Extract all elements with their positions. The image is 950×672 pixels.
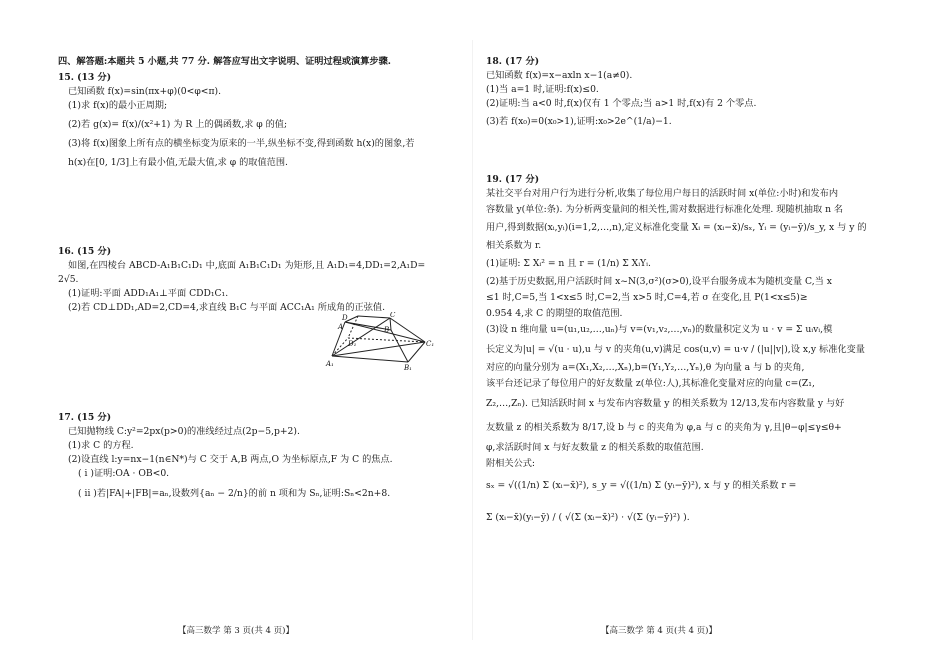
q17-heading: 17. (15 分): [58, 412, 112, 423]
q17-part2-ii: ( ii )若|FA|+|FB|=aₙ,设数列{aₙ − 2/n}的前 n 项和为 Sₙ,证明:Sₙ<2n+8.: [78, 488, 391, 499]
frustum-figure: [318, 312, 438, 374]
q19-part3-cont2: 对应的向量分别为 a=(X₁,X₂,…,Xₙ),b=(Y₁,Y₂,…,Yₙ),θ 为向量 a 与 b 的夹角,: [486, 362, 805, 373]
q18-stem: 已知函数 f(x)=x−axln x−1(a≠0).: [486, 70, 633, 81]
q16-stem-cont: 2√5.: [58, 274, 79, 285]
q15-part1: (1)求 f(x)的最小正周期;: [68, 100, 168, 111]
q19-part3-cont6: φ,求活跃时间 x 与好友数量 z 的相关系数的取值范围.: [486, 442, 704, 453]
q18-part3: (3)若 f(x₀)=0(x₀>1),证明:x₀>2e^(1/a)−1.: [486, 116, 672, 127]
q19-line3: 用户,得到数据(xᵢ,yᵢ)(i=1,2,…,n),定义标准化变量 Xᵢ = (xᵢ−x̄)/sₓ, Yᵢ = (yᵢ−ȳ)/s_y, x 与 y 的: [486, 222, 867, 233]
fig-label-a1: A₁: [326, 360, 334, 368]
q17-stem: 已知抛物线 C:y²=2px(p>0)的准线经过点(2p−5,p+2).: [68, 426, 300, 437]
q17-part2-i: ( i )证明:OA · OB<0.: [78, 468, 170, 479]
q17-part2: (2)设直线 l:y=nx−1(n∈N*)与 C 交于 A,B 两点,O 为坐标原点,F 为 C 的焦点.: [68, 454, 393, 465]
q19-part2-cont1: ≤1 时,C=5,当 1<x≤5 时,C=2,当 x>5 时,C=4,若 σ 在变化,且 P(1<x≤5)≥: [486, 292, 808, 303]
q16-part2: (2)若 CD⊥DD₁,AD=2,CD=4,求直线 B₁C 与平面 ACC₁A₁ 所成角的正弦值.: [68, 302, 386, 313]
q19-part3-cont1: 长定义为|u| = √(u · u),u 与 v 的夹角(u,v)满足 cos(u,v) = u·v / (|u||v|),设 x,y 标准化变量: [486, 344, 865, 355]
fig-label-c1: C₁: [426, 340, 435, 348]
q15-heading: 15. (13 分): [58, 72, 112, 83]
fig-label-b1: B₁: [404, 364, 412, 372]
q16-part1: (1)证明:平面 ADD₁A₁⊥平面 CDD₁C₁.: [68, 288, 229, 299]
fig-label-a: A: [338, 323, 344, 331]
q19-line4: 相关系数为 r.: [486, 240, 542, 251]
q19-line2: 容数量 y(单位:条). 为分析两变量间的相关性,需对数据进行标准化处理. 现随机抽取 n 名: [486, 204, 844, 215]
q15-part2: (2)若 g(x)= f(x)/(x²+1) 为 R 上的偶函数,求 φ 的值;: [68, 119, 288, 130]
q15-stem: 已知函数 f(x)=sin(πx+φ)(0<φ<π).: [68, 86, 222, 97]
q19-formula-s: sₓ = √((1/n) Σ (xᵢ−x̄)²), s_y = √((1/n) Σ (yᵢ−ȳ)²), x 与 y 的相关系数 r =: [486, 480, 797, 491]
q18-part1: (1)当 a=1 时,证明:f(x)≤0.: [486, 84, 599, 95]
q18-heading: 18. (17 分): [486, 56, 540, 67]
q19-part2-cont2: 0.954 4,求 C 的期望的取值范围.: [486, 308, 623, 319]
page-4: [475, 0, 950, 672]
page-footer-left: 【高三数学 第 3 页(共 4 页)】: [178, 626, 294, 636]
q18-part2: (2)证明:当 a<0 时,f(x)仅有 1 个零点;当 a>1 时,f(x)有 2 个零点.: [486, 98, 757, 109]
q19-part3-cont4: Z₂,…,Zₙ). 已知活跃时间 x 与发布内容数量 y 的相关系数为 12/13,发布内容数量 y 与好: [486, 398, 845, 409]
q19-part3-cont5: 友数量 z 的相关系数为 8/17,设 b 与 c 的夹角为 φ,a 与 c 的夹角为 γ,且|θ−φ|≤γ≤θ+: [486, 422, 842, 433]
q17-part1: (1)求 C 的方程.: [68, 440, 134, 451]
section-heading: 四、解答题:本题共 5 小题,共 77 分. 解答应写出文字说明、证明过程或演算步骤.: [58, 56, 391, 67]
q19-heading: 19. (17 分): [486, 174, 540, 185]
q19-part2: (2)基于历史数据,用户活跃时间 x~N(3,σ²)(σ>0),设平台服务成本为随机变量 C,当 x: [486, 276, 832, 287]
fig-label-c: C: [390, 312, 396, 319]
q16-stem: 如图,在四棱台 ABCD-A₁B₁C₁D₁ 中,底面 A₁B₁C₁D₁ 为矩形,且 A₁D₁=4,DD₁=2,A₁D=: [68, 260, 426, 271]
q19-line1: 某社交平台对用户行为进行分析,收集了每位用户每日的活跃时间 x(单位:小时)和发布内: [486, 188, 839, 199]
q19-formula-r: Σ (xᵢ−x̄)(yᵢ−ȳ) / ( √(Σ (xᵢ−x̄)²) · √(Σ (yᵢ−ȳ)²) ).: [486, 512, 690, 523]
q19-appendix-label: 附相关公式:: [486, 458, 536, 469]
q16-heading: 16. (15 分): [58, 246, 112, 257]
q19-part3-cont3: 该平台还记录了每位用户的好友数量 z(单位:人),其标准化变量对应的向量 c=(Z₁,: [486, 378, 815, 389]
q15-part3-cont: h(x)在[0, 1/3]上有最小值,无最大值,求 φ 的取值范围.: [68, 157, 288, 168]
q19-part1: (1)证明: Σ Xᵢ² = n 且 r = (1/n) Σ XᵢYᵢ.: [486, 258, 651, 269]
q15-part3: (3)将 f(x)图象上所有点的横坐标变为原来的一半,纵坐标不变,得到函数 h(x)的图象,若: [68, 138, 415, 149]
fig-label-d1: D₁: [348, 340, 357, 348]
page-footer-right: 【高三数学 第 4 页(共 4 页)】: [601, 626, 717, 636]
q19-part3: (3)设 n 维向量 u=(u₁,u₂,…,uₙ)与 v=(v₁,v₂,…,vₙ)的数量积定义为 u · v = Σ uᵢvᵢ,模: [486, 324, 833, 335]
fig-label-b: B: [384, 326, 390, 334]
fig-label-d: D: [342, 314, 348, 322]
